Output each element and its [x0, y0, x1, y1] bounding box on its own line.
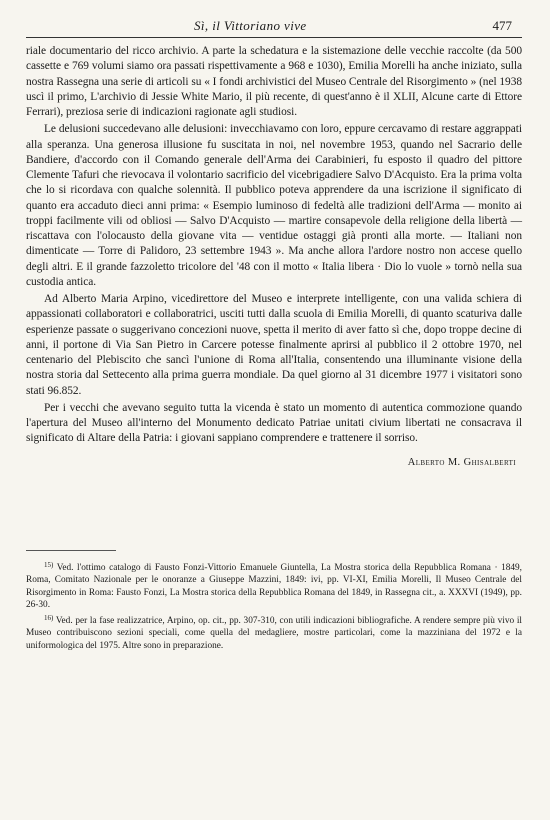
- footnote-text: Ved. per la fase realizzatrice, Arpino, op. cit., pp. 307-310, con utili indicazioni bibliografiche. A rendere sempre più vivo il Museo contribuiscono sezioni speciali, come quella del medagliere, mostre particolari, come la mazziniana del 1972 e la uniformologica del 1975. Altre sono in preparazione.: [26, 615, 522, 652]
- footnotes: [26, 559, 522, 653]
- paragraph: riale documentario del ricco archivio. A parte la schedatura e la sistemazione delle vecchie raccolte (da 500 cassette e 769 volumi siamo ora passati rispettivamente a 968 e 1030), Emilia Morelli ha anche iniziato, sulla nostra Rassegna una serie di articoli su « I fondi archivistici del Museo Centrale del Risorgimento » (nel 1938 uscì il primo, L'archivio di Jessie White Mario, il più recente, di quest'anno è il XLII, Alcune carte di Ettore Ferrari), preziosa serie di indicazioni ragionate agli studiosi.: [26, 45, 522, 118]
- footnote: [26, 612, 522, 653]
- body-text: [26, 44, 522, 447]
- footnote-rule: [26, 550, 116, 551]
- page-header: [26, 18, 522, 38]
- footnote-number: 15): [44, 560, 54, 569]
- paragraph: Le delusioni succedevano alle delusioni: invecchiavamo con loro, eppure cercavamo di restare aggrappati alla speranza. Una generosa illusione fu suscitata in noi, nel novembre 1953, quando nel Sacrario delle Bandiere, d'accordo con il Comando generale dell'Arma dei Carabinieri, fu esposto il quadro del pittore Clemente Tafuri che rievocava il volontario sacrificio del vicebrigadiere Salvo D'Acquisto. Era la prima volta che lo si ricordava con qualche solennità. Il pubblico poteva apprendere da una iscrizione il significato di quanto era accaduto dieci anni prima: « Esempio luminoso di fedeltà alle tradizioni dell'Arma — monito ai troppi facilmente vili od obliosi — Salvo D'Acquisto — martire consapevole della religione della libertà — riscattava con l'olocausto della giovane vita — ventidue ostaggi già pronti alla morte. — Italiani non dimenticate — Torre di Palidoro, 23 settembre 1943 ». Ma anche allora l'ardore nostro non accese quello degli altri. E il grande fazzoletto tricolore del '48 con il motto « Italia libera · Dio lo vuole » tornò nella sua custodia antica.: [26, 123, 522, 288]
- footnote-text: Ved. l'ottimo catalogo di Fausto Fonzi-Vittorio Emanuele Giuntella, La Mostra storica della Repubblica Romana · 1849, Roma, Comitato Nazionale per le onoranze a Giuseppe Mazzini, 1849: ivi, pp. VI-XI, Emilia Morelli, Il Museo Centrale del Risorgimento in Roma: Fausto Fonzi, La Mostra storica della Repubblica Romana del 1849, in Rassegna cit., a. XXXVI (1949), pp. 26-30.: [26, 562, 522, 611]
- footnote-number: 16): [44, 613, 54, 622]
- running-head: Sì, il Vittoriano vive: [194, 18, 307, 33]
- book-page: [26, 18, 522, 653]
- page-number: 477: [492, 18, 512, 33]
- footnote: [26, 559, 522, 612]
- paragraph: Per i vecchi che avevano seguito tutta la vicenda è stato un momento di autentica commozione quando l'apertura del Museo all'interno del Monumento dedicato Patriae unitati civium libertati ne consacrava il significato di Altare della Patria: i giovani sappiano comprendere e trattenere il sorriso.: [26, 401, 522, 445]
- paragraph: Ad Alberto Maria Arpino, vicedirettore del Museo e interprete intelligente, con una valida schiera di appassionati collaboratori e collaboratrici, usciti tutti dalla scuola di Emilia Morelli, di quanto scaturiva dalle esperienze passate o suggerivano concezioni nuove, spetta il merito di aver fatto sì che, dopo troppe decine di anni, il portone di Via San Pietro in Carcere potesse finalmente aprirsi al pubblico il 2 ottobre 1970, nel centenario del Plebiscito che sancì l'unione di Roma all'Italia, consentendo una illuminante visione della nostra storia dal Settecento alla prima guerra mondiale. Da quel giorno al 31 dicembre 1977 i visitatori sono stati 96.852.: [26, 293, 522, 397]
- author-signature: Alberto M. Ghisalberti: [407, 456, 516, 468]
